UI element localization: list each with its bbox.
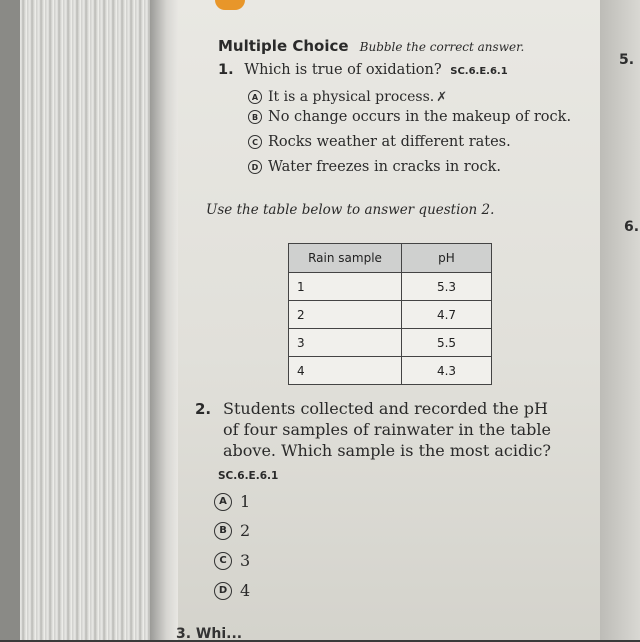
q2-option-b[interactable] xyxy=(214,521,250,540)
q2-bubble-b[interactable]: B xyxy=(214,522,232,540)
header-rain-sample: Rain sample xyxy=(289,244,402,273)
book-gutter xyxy=(150,0,178,640)
book-page-stack xyxy=(0,0,168,640)
ph-cell: 4.3 xyxy=(402,357,492,385)
q1-bubble-c[interactable]: C xyxy=(248,135,262,149)
right-question-number-6: 6. xyxy=(624,219,640,235)
q1-bubble-d[interactable]: D xyxy=(248,160,262,174)
section-heading xyxy=(218,36,524,55)
q2-bubble-a[interactable]: A xyxy=(214,493,232,511)
question-1 xyxy=(218,62,508,78)
table-header-row xyxy=(289,244,492,273)
q2-option-d-text: 4 xyxy=(240,581,251,600)
question-2 xyxy=(195,398,551,460)
q2-option-a[interactable] xyxy=(214,492,250,511)
q2-option-d[interactable] xyxy=(214,581,250,600)
table-row xyxy=(289,357,492,385)
ph-cell: 4.7 xyxy=(402,301,492,329)
q1-option-d[interactable] xyxy=(248,159,501,175)
q1-option-b[interactable] xyxy=(248,109,571,125)
q1-option-c[interactable] xyxy=(248,134,511,150)
question-1-number: 1. xyxy=(218,62,234,78)
q2-option-c[interactable] xyxy=(214,551,250,570)
question-2-line: of four samples of rainwater in the table xyxy=(223,420,551,439)
question-2-line: Students collected and recorded the pH xyxy=(223,399,548,418)
q1-option-b-text: No change occurs in the makeup of rock. xyxy=(268,109,572,125)
q1-option-d-text: Water freezes in cracks in rock. xyxy=(268,159,501,175)
q1-option-c-text: Rocks weather at different rates. xyxy=(268,134,511,150)
book-edge-shadow xyxy=(0,0,20,640)
sample-cell: 4 xyxy=(289,357,402,385)
q1-option-a[interactable] xyxy=(248,89,447,105)
section-instruction: Bubble the correct answer. xyxy=(359,40,525,54)
header-ph: pH xyxy=(402,244,492,273)
q1-bubble-a[interactable]: A xyxy=(248,90,262,104)
section-title: Multiple Choice xyxy=(218,37,349,55)
q2-bubble-d[interactable]: D xyxy=(214,582,232,600)
q1-option-a-text: It is a physical process. xyxy=(268,89,435,105)
question-2-line: above. Which sample is the most acidic? xyxy=(223,441,551,460)
question-2-text xyxy=(223,398,583,461)
next-question-cutoff: 3. Whi... xyxy=(176,626,243,642)
q2-bubble-c[interactable]: C xyxy=(214,552,232,570)
q2-option-b-text: 2 xyxy=(240,521,251,540)
question-2-standard: SC.6.E.6.1 xyxy=(218,470,279,482)
table-row xyxy=(289,273,492,301)
table-row xyxy=(289,301,492,329)
right-question-number-5: 5. xyxy=(619,52,635,68)
right-page-edge xyxy=(600,0,640,640)
ph-cell: 5.5 xyxy=(402,329,492,357)
table-instruction: Use the table below to answer question 2. xyxy=(206,202,495,218)
sample-cell: 1 xyxy=(289,273,402,301)
question-1-text: Which is true of oxidation? xyxy=(244,62,442,78)
q2-option-c-text: 3 xyxy=(240,551,251,570)
sample-cell: 3 xyxy=(289,329,402,357)
q2-option-a-text: 1 xyxy=(240,492,251,511)
table-row xyxy=(289,329,492,357)
question-2-number: 2. xyxy=(195,400,212,418)
ph-cell: 5.3 xyxy=(402,273,492,301)
question-1-standard: SC.6.E.6.1 xyxy=(450,66,508,77)
rain-ph-table xyxy=(288,243,492,385)
handwritten-x-mark: ✗ xyxy=(436,89,448,105)
q1-bubble-b[interactable]: B xyxy=(248,110,262,124)
sample-cell: 2 xyxy=(289,301,402,329)
